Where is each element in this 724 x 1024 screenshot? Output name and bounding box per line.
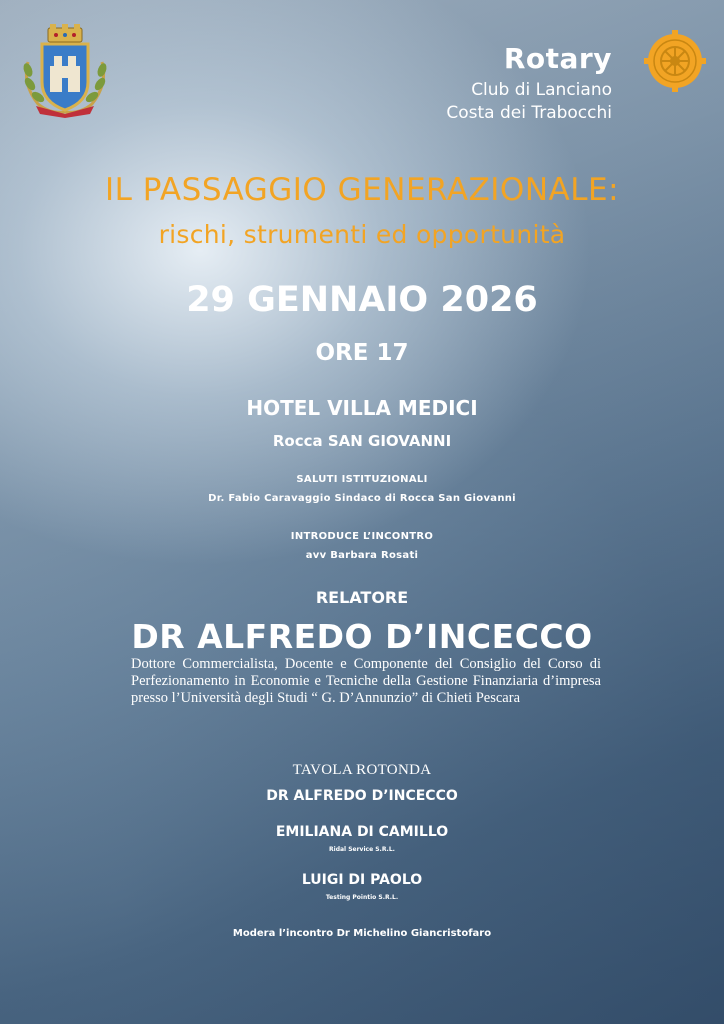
round-table-label: TAVOLA ROTONDA bbox=[292, 762, 432, 778]
speaker-bio: Dottore Commercialista, Docente e Componente del Consiglio del Corso di Perfezionamento in Economie e Tecniche della Gestione Finanziaria d’impresa presso l’Università degli Studi “ G. D’Annunzio” di Chieti Pescara bbox=[131, 656, 601, 706]
event-town: Rocca SAN GIOVANNI bbox=[272, 432, 452, 450]
title-subtitle: rischi, strumenti ed opportunità bbox=[158, 220, 566, 249]
municipal-crest-icon bbox=[16, 22, 114, 118]
rotary-wheel-icon bbox=[644, 30, 706, 92]
participant-company: Ridal Service S.R.L. bbox=[329, 846, 395, 853]
event-time: ORE 17 bbox=[315, 340, 409, 366]
greetings-label: SALUTI ISTITUZIONALI bbox=[296, 474, 428, 485]
intro-name: avv Barbara Rosati bbox=[305, 550, 419, 561]
rotary-logo bbox=[406, 30, 706, 130]
moderator-line: Modera l’incontro Dr Michelino Giancristofaro bbox=[232, 928, 492, 939]
participant-name: EMILIANA DI CAMILLO bbox=[275, 824, 449, 840]
club-name-line1: Club di Lanciano bbox=[471, 80, 612, 100]
greetings-name: Dr. Fabio Caravaggio Sindaco di Rocca San Giovanni bbox=[208, 493, 516, 504]
club-name-line2: Costa dei Trabocchi bbox=[446, 103, 612, 123]
title-main: IL PASSAGGIO GENERAZIONALE: bbox=[104, 172, 620, 208]
participant-name: LUIGI DI PAOLO bbox=[301, 872, 423, 888]
participant-name: DR ALFREDO D’INCECCO bbox=[266, 788, 458, 804]
rotary-wordmark: Rotary bbox=[503, 42, 612, 75]
event-date: 29 GENNAIO 2026 bbox=[186, 280, 538, 320]
participant-company: Testing Pointio S.R.L. bbox=[325, 894, 399, 901]
intro-label: INTRODUCE L’INCONTRO bbox=[290, 531, 434, 542]
event-venue: HOTEL VILLA MEDICI bbox=[246, 396, 478, 420]
speaker-label: RELATORE bbox=[315, 588, 409, 607]
speaker-name: DR ALFREDO D’INCECCO bbox=[131, 617, 593, 656]
